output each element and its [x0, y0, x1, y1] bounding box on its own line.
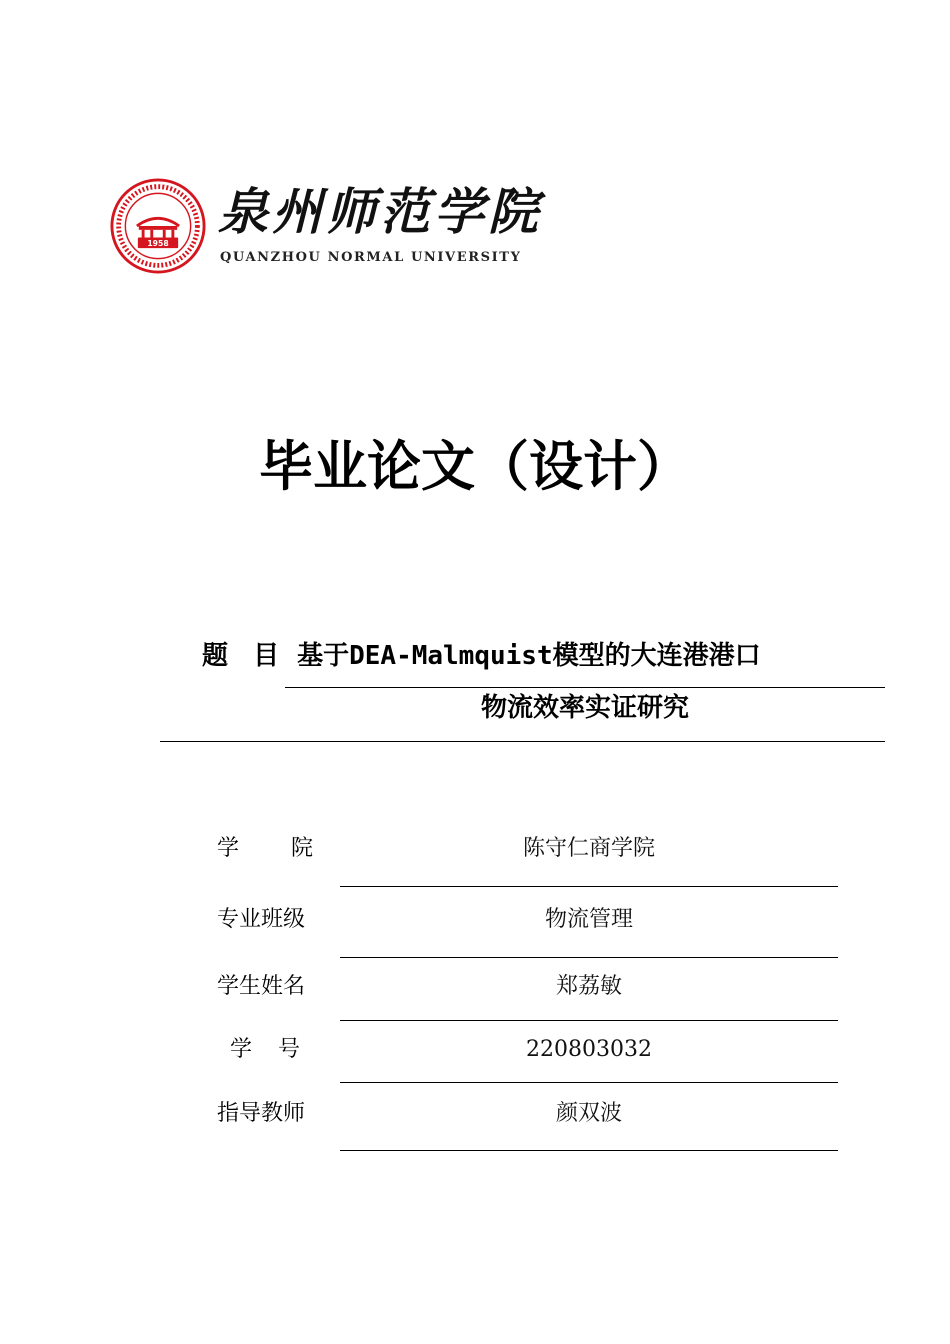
- topic-label-char: 目: [253, 641, 288, 671]
- school-name-cn: 泉州师范学院: [218, 182, 542, 241]
- university-seal-icon: [110, 178, 206, 274]
- label-char: 号: [277, 1037, 300, 1062]
- seal-year: 1958: [147, 239, 169, 249]
- label-char: 学: [230, 1037, 253, 1062]
- value-major-class: 物流管理: [544, 907, 633, 932]
- field-underline: [340, 1020, 838, 1021]
- label-char: 学: [217, 836, 240, 861]
- document-title: 毕业论文（设计）: [259, 435, 691, 498]
- topic-suffix: 模型的大连港港口: [552, 641, 761, 671]
- value-advisor: 颜双波: [555, 1101, 622, 1126]
- topic-line-2: 物流效率实证研究: [480, 693, 689, 723]
- topic-prefix: 基于: [297, 641, 350, 671]
- label-major-class: 专业班级: [217, 907, 306, 932]
- value-student-id: 220803032: [526, 1037, 652, 1062]
- field-underline: [340, 1082, 838, 1083]
- topic-line-1: [202, 636, 761, 676]
- label-advisor: 指导教师: [217, 1101, 306, 1126]
- label-college: [217, 834, 313, 864]
- value-college: 陈守仁商学院: [522, 836, 655, 861]
- field-underline: [340, 886, 838, 887]
- topic-label-char: 题: [202, 641, 237, 671]
- university-logo: [110, 178, 542, 278]
- topic-model-name: DEA-Malmquist: [349, 641, 553, 671]
- value-student-name: 郑荔敏: [555, 974, 622, 999]
- school-name-en: QUANZHOU NORMAL UNIVERSITY: [220, 250, 522, 265]
- label-student-id: [230, 1035, 300, 1065]
- field-underline: [340, 1150, 838, 1151]
- field-underline: [340, 957, 838, 958]
- topic-underline-2: [160, 741, 885, 742]
- brand-text: [218, 182, 542, 272]
- label-char: 院: [290, 836, 313, 861]
- label-student-name: 学生姓名: [217, 974, 306, 999]
- topic-label: [202, 636, 287, 676]
